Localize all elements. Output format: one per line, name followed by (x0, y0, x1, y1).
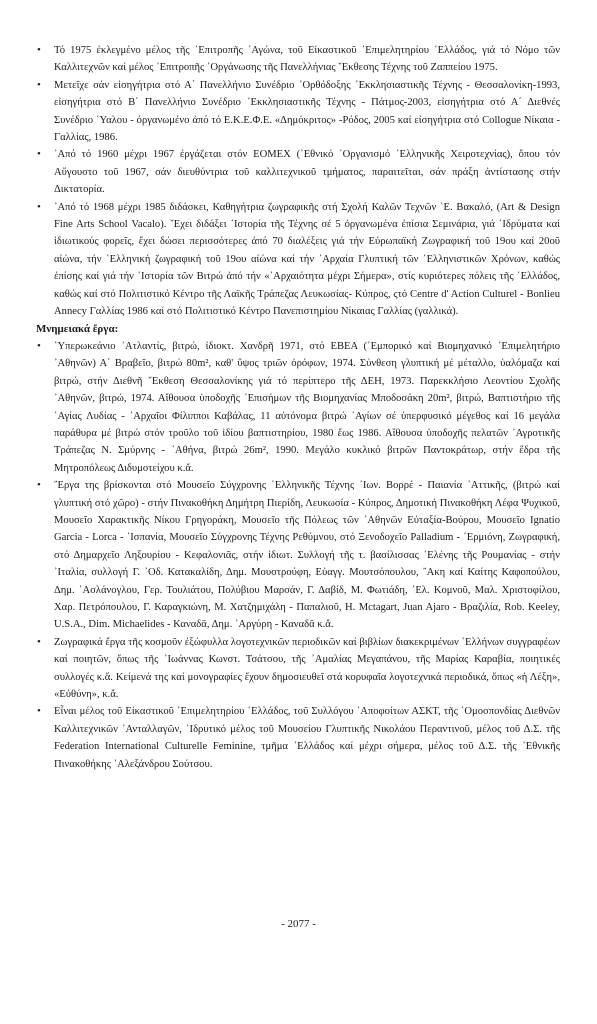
list-item (36, 146, 560, 198)
list-item (36, 477, 560, 634)
list-item-text: ᾿Από τό 1968 μέχρι 1985 διδάσκει, Καθηγήτρια ζωγραφικῆς στή Σχολή Καλῶν Τεχνῶν ῾Ε. Βακαλό, (Art & Design Fine Arts School Vacalo). ῎Εχει διδάξει ῾Ιστορία τῆς Τέχνης σέ 5 ὀργανωμένα ἐπίσια Σεμινάρια, γιά ῾Ιδρύματα καί ἰδιωτικούς φορεῖς, ἔχει δώσει περισσότερες ἀπό 70 διαλέξεις γιά τήν Εὐρωπαϊκή Ζωγραφική τοῦ 19ου καί 20οῦ αἰώνα, τήν ῾Ελληνική ζωγραφική τοῦ 19ου αἰώνα καί τήν ᾿Αρχαία Γλυπτική τῶν ῾Ελληνιστικῶν Χρόνων, καθώς ἐπίσης καί γιά τήν ῾Ιστορία τῶν Βιτρώ ἀπό τήν «᾿Αρχαιότητα μέχρι Σήμερα», στίς κυριότερες πόλεις τῆς ῾Ελλάδος, καθώς καί στό Πολιτιστικό Κέντρο τῆς Λαϊκῆς Τράπεζας Λευκωσίας- Κύπρος, ςτό Centre d' Action Culturel - Bonlieu Annecy Γαλλίας 1986 καί στό Πολιτιστικό Κέντρο Πανεπιστημίου Νίκαιας Γαλλίας (γαλλικά). (54, 201, 560, 318)
bullet: • (37, 705, 41, 718)
list-item-text: Τό 1975 ἐκλεγμένο μέλος τῆς ᾿Επιτροπῆς ᾿Αγώνα, τοῦ Εἰκαστικοῦ ᾿Επιμελητηρίου ῾Ελλάδος, γιά τό Νόμο τῶν Καλλιτεχνῶν καί μέλος ᾿Επιτροπῆς ᾿Οργάνωσης τῆς Πανελλήνιας ῎Εκθεσης Τέχνης τοῦ Ζαππείου 1975. (54, 45, 560, 74)
list-item (36, 77, 560, 147)
list-item (36, 199, 560, 321)
list-item-text: Μετεῖχε σάν εἰσηγήτρια στό Α΄ Πανελλήνιο Συνέδριο ᾿Ορθόδοξης ᾿Εκκλησιαστικῆς Τέχνης - Θεσσαλονίκη-1993, εἰσηγήτρια στό Β΄ Πανελλήνιο Συνέδριο ᾿Εκκλησιαστικῆς Τέχνης - Πάτμος-2003, εἰσηγήτρια στό Α΄ Διεθνές Συνέδριο ῾Υαλου - ὀργανωμένο ἀπό τό Ε.Κ.Ε.Φ.Ε. «Δημόκριτος» -Ρόδος, 2005 καί εἰσηγήτρια στό Collogue Νίκαια - Γαλλίας, 1986. (54, 79, 560, 144)
list-item (36, 338, 560, 477)
page-number: - 2077 - (281, 918, 316, 930)
bullet: • (37, 635, 41, 648)
bullet: • (37, 148, 41, 161)
bullet: • (37, 44, 41, 56)
list-item-text: ᾿Από τό 1960 μέχρι 1967 ἐργάζεται στόν ΕΟΜΕΧ (᾿Εθνικό ᾿Οργανισμό ῾Ελληνικῆς Χειροτεχνίας), ὅπου τόν Αὔγουστο τοῦ 1967, σάν διευθύντρια τοῦ καλλιτεχνικοῦ τμήματος, παραιτεῖται, σάν πράξη ἀντίστασης στήν Δικτατορία. (54, 149, 560, 196)
section-heading: Μνημειακά ἔργα: (36, 322, 119, 335)
bullet: • (37, 200, 41, 213)
list-item-text: Εἶναι μέλος τοῦ Εἰκαστικοῦ ᾿Επιμελητηρίου ῾Ελλάδος, τοῦ Συλλόγου ᾿Αποφοίτων ΑΣΚΤ, τῆς ῾Ομοσπονδίας Διεθνῶν Καλλιτεχνικῶν ᾿Ανταλλαγῶν, ῾Ιδρυτικό μέλος τοῦ Μουσείου Γλυπτικῆς Νικολάου Περαντινοῦ, μέλος τοῦ Δ.Σ. τῆς Federation International Culturelle Feminine, τμῆμα ῾Ελλάδος καί μέχρι σήμερα, μέλος τοῦ Δ.Σ. τῆς ᾿Εθνικῆς Πινακοθήκης ᾿Αλεξάνδρου Σούτσου. (54, 706, 560, 770)
list-item (36, 42, 560, 77)
page-content (36, 42, 560, 773)
list-item-text: ῾Υπερωκεάνιο ᾿Ατλαντίς, βιτρώ, ἰδιοκτ. Χανδρῆ 1971, στό ΕΒΕΑ (᾿Εμπορικό καί Βιομηχανικό ᾿Επιμελητήριο ᾿Αθηνῶν) Α΄ Βραβεῖο, βιτρώ 80m², καθ' ὕψος τριῶν ὀρόφων, 1974. Σύνθεση γλυπτική μέ μέταλλο, ὑαλόμαζα καί βιτρώ, στήν Διεθνῆ ῎Εκθεση Θεσσαλονίκης γιά τό περίπτερο τῆς ΔΕΗ, 1973. Παρεκκλήσιο Λεοντίου Σχολῆς ᾿Αθηνῶν, βιτρώ, 1974. Αἴθουσα ὑποδοχῆς ᾿Επισήμων τῆς Βιομηχανίας Μποδοσάκη 20m², βιτρώ, Βαπτιστήριο τῆς ῾Αγίας Λυδίας - ᾿Αρχαῖοι Φίλιπποι Καβάλας, 11 αὐτόνομα βιτρώ ῾Αγίων σέ ὑπερφυσικό μέγεθος καί 16 μεγάλα παράθυρα μέ βιτρώ στόν τροῦλο τοῦ ἰδίου βαπτιστηρίου, 1980 ἕως 1986. Αἴθουσα ὑποδοχῆς πελατῶν ᾿Αγροτικῆς Τράπεζας Ν. Σμύρνης - ᾿Αθήνα, βιτρώ 26m², 1990. Μεγάλο κυκλικό βιτρῶν Παντοκράτωρ, στήν ἕδρα τῆς Μητροπόλεως Διδυμοτείχου κ.ἄ. (54, 340, 560, 474)
bullet: • (37, 78, 41, 91)
list-item (36, 703, 560, 773)
bullet: • (37, 339, 41, 352)
list-item-text: Ζωγραφικά ἔργα τῆς κοσμοῦν ἐξώφυλλα λογοτεχνικῶν περιοδικῶν καί βιβλίων διακεκριμένων ῾Ελλήνων συγγραφέων καί ποιητῶν, ὅπως τῆς ᾿Ιωάννας Κωνστ. Τσάτσου, τῆς ᾿Αμαλίας Μεγαπάνου, τῆς Μαρίας Καραβία, ποιητικές συλλογές κ.ἄ. Κείμενά της καί μονογραφίες ἔχουν δημοσιευθεῖ στά κορυφαῖα λογοτεχνικά περιοδικά, ὅπως «ἡ Λέξη», «Εὐθύνη», κ.ἄ. (54, 636, 560, 701)
bullet: • (37, 479, 41, 492)
list-item (36, 634, 560, 704)
list-item-text: ῎Εργα της βρίσκονται στό Μουσεῖο Σύγχρονης ῾Ελληνικῆς Τέχνης ᾿Ιων. Βορρέ - Παιανία ᾿Αττικῆς, (βιτρώ καί γλυπτική στό χῶρο) - στήν Πινακοθήκη Δημήτρη Πιερίδη, Λευκωσία - Κύπρος, Δημοτική Πινακοθήκη Λέφα Ψυχικοῦ, Μουσεῖο Χαρακτικῆς Νίκου Γρηγοράκη, Μουσεῖο τῆς Πόλεως τῶν ᾿Αθηνῶν Εὐταξία-Βούρου, Μουσεῖο Ignatio Garcia - Lorca - ᾿Ισπανία, Μουσεῖο Σύγχρονης Τέχνης Ρεθύμνου, στό Ξενοδοχεῖο Palladium - ῾Ερμιόνη, Ζωγραφική, στό Δημαρχεῖο Ληξουρίου - Κεφαλονιᾶς, στήν ἰδιωτ. Συλλογή τῆς τ. βασίλισσας ῾Ελένης τῆς Ρουμανίας - στήν ᾿Ιταλία, συλλογή Γ. ᾿Οδ. Κατακαλίδη, Δημ. Μουστρούφη, Εὐαγγ. Μουτσόπουλου, ῎Ακη καί Καίτης Καφοπούλου, Δημ. ᾿Ασλάνογλου, Γερ. Τουλιάτου, Πολύβιου Μαρσάν, Γ. Δαβίδ, Μ. Φωτιάδη, ᾿Ελ. Κομνοῦ, Μαλ. Χριστοφίλου, Χαρ. Πετρόπουλου, Γ. Καραγκιώνη, Μ. Χατζημιχάλη - Παπαλιοῦ, Η. Mctagart, Juan Ajaro - Βραζιλία, Rob. Keeley, U.S.A., Dim. Michaelides - Καναδᾶ, Δημ. ᾿Αργύρη - Καναδᾶ κ.ἄ. (54, 480, 560, 631)
